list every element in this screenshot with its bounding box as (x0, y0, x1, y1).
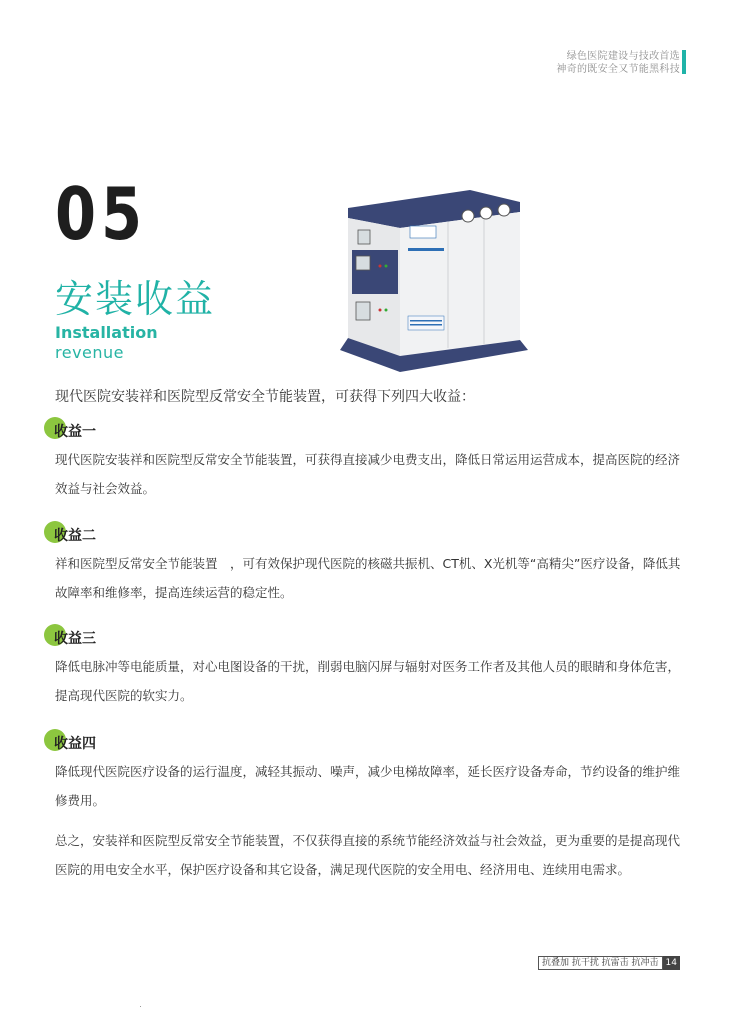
benefit-label: 收益三 (54, 631, 96, 647)
equipment-cabinet-image (340, 188, 540, 378)
footer-tag (538, 956, 680, 970)
benefit-label: 收益一 (54, 424, 96, 440)
footer-slogan: 抗叠加 抗干扰 抗雷击 抗冲击 (538, 956, 663, 970)
header-line-2: 神奇的既安全又节能黑科技 (556, 64, 680, 75)
section-title: 安装收益 (55, 277, 216, 321)
page-number: 14 (663, 956, 680, 970)
benefit-label: 收益四 (54, 736, 96, 752)
benefit-badge (44, 624, 689, 648)
benefit-badge (44, 417, 689, 441)
section-subtitle-en-2: revenue (55, 343, 125, 362)
benefit-label: 收益二 (54, 528, 96, 544)
header-line-1: 绿色医院建设与技改首选 (566, 51, 680, 62)
benefit-block-2 (44, 521, 689, 607)
header-accent-bar (682, 50, 686, 74)
section-subtitle-en-1: Installation (55, 323, 158, 342)
benefit-text: 降低现代医院医疗设备的运行温度，减轻其振动、噪声，减少电梯故障率，延长医疗设备寿命，节约设备的维护维修费用。 (55, 764, 681, 808)
benefit-block-3 (44, 624, 689, 710)
intro-text: 现代医院安装祥和医院型反常安全节能装置，可获得下列四大收益： (55, 389, 475, 405)
benefit-text: 降低电脉冲等电能质量，对心电图设备的干扰，削弱电脑闪屏与辐射对医务工作者及其他人员的眼睛和身体危害，提高现代医院的软实力。 (55, 659, 681, 703)
benefit-block-4 (44, 729, 689, 815)
summary-text: 总之，安装祥和医院型反常安全节能装置，不仅获得直接的系统节能经济效益与社会效益，更为重要的是提高现代医院的用电安全水平，保护医疗设备和其它设备，满足现代医院的安全用电、经济用电、连续用电需求。 (55, 833, 681, 877)
stray-dot (140, 1006, 141, 1007)
benefit-block-1 (44, 417, 689, 503)
section-number: 05 (55, 172, 148, 256)
benefit-badge (44, 521, 689, 545)
header-tagline (556, 50, 680, 76)
benefit-badge (44, 729, 689, 753)
benefit-text: 祥和医院型反常安全节能装置 ，可有效保护现代医院的核磁共振机、CT机、X光机等“高精尖”医疗设备，降低其故障率和维修率，提高连续运营的稳定性。 (55, 556, 681, 600)
benefit-text: 现代医院安装祥和医院型反常安全节能装置，可获得直接减少电费支出，降低日常运用运营成本，提高医院的经济效益与社会效益。 (55, 452, 681, 496)
